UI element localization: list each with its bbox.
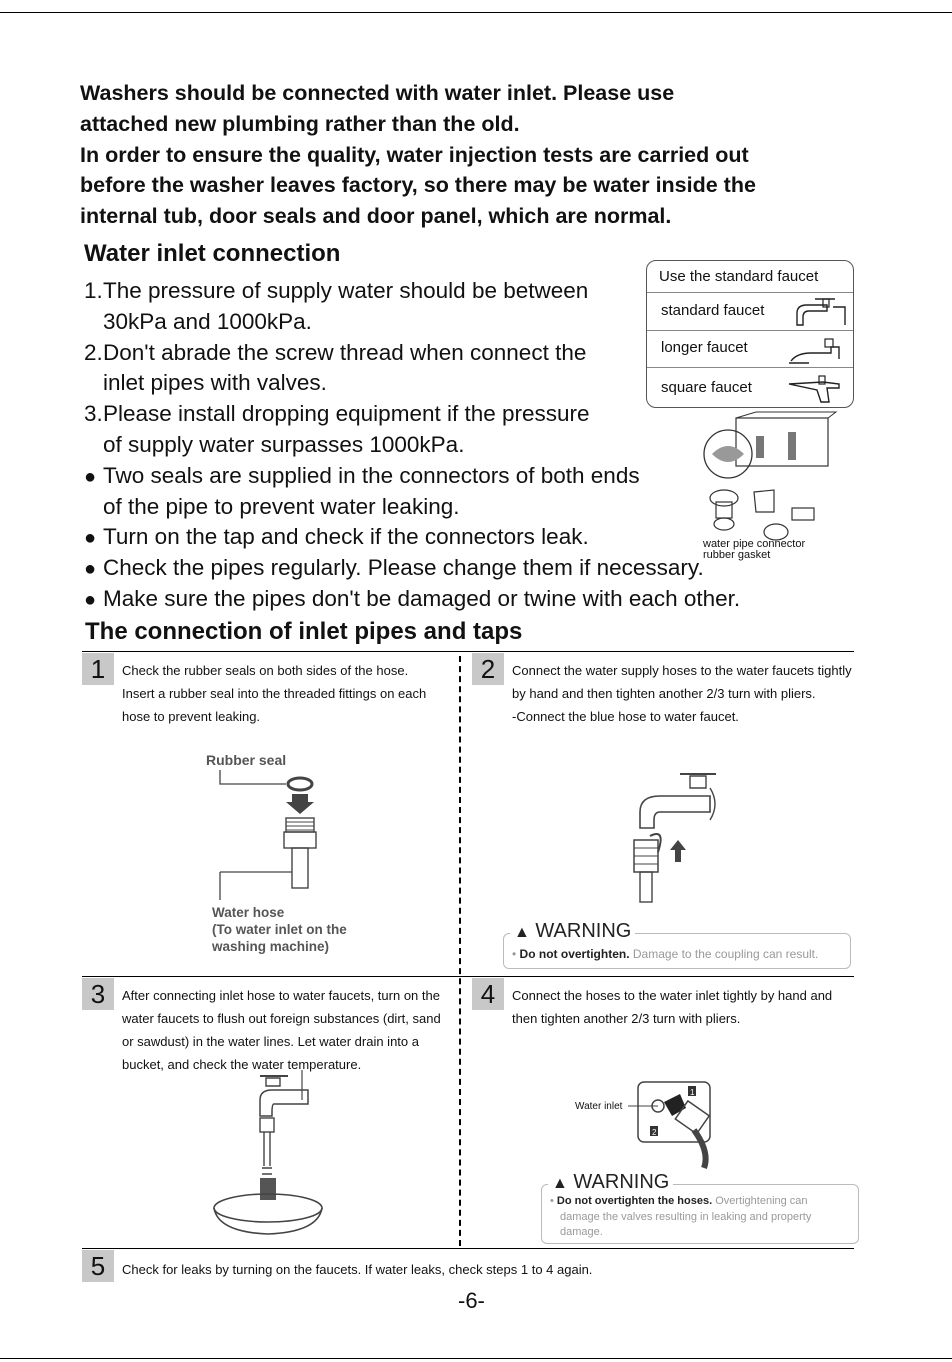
faucet-bucket-illustration <box>208 1066 338 1236</box>
section-title-water-inlet: Water inlet connection <box>84 240 341 267</box>
square-faucet-icon <box>787 372 847 406</box>
intro-line: Washers should be connected with water inlet. Please use <box>80 81 675 105</box>
row-divider <box>82 976 854 977</box>
bullet-item: ● Turn on the tap and check if the connectors leak. <box>84 524 589 550</box>
intro-line: internal tub, door seals and door panel, which are normal. <box>80 204 672 229</box>
intro-line: before the washer leaves factory, so there may be water inside the <box>80 173 756 198</box>
bullet-item: ● Make sure the pipes don't be damaged or twine with each other. <box>84 585 741 611</box>
standard-faucet-icon <box>793 295 853 329</box>
warning-icon: ▲ <box>514 924 530 941</box>
faucet-row-square: square faucet <box>647 367 853 408</box>
water-inlet-illustration <box>624 1072 724 1172</box>
warning-body: • Do not overtighten. Damage to the coupling can result. <box>512 947 819 961</box>
column-divider <box>459 656 461 1246</box>
step-number-box: 2 <box>472 653 504 685</box>
faucet-table <box>646 260 854 408</box>
warning-box-1 <box>503 920 851 969</box>
step-number-box: 3 <box>82 978 114 1010</box>
water-inlet-label: Water inlet <box>575 1101 623 1112</box>
step-2-text: Connect the water supply hoses to the water faucets tightly by hand and then tighten another 2/3 turn with pliers. -Connect the blue hose to water faucet. <box>512 663 852 724</box>
warning-icon: ▲ <box>552 1175 568 1192</box>
bottom-rule <box>0 1358 952 1359</box>
connector-illustration <box>696 412 836 552</box>
section-rule <box>82 651 854 652</box>
step-3-text: After connecting inlet hose to water faucets, turn on the water faucets to flush out foreign substances (dirt, sand or sawdust) in the water lines. Let water drain into a bucket, and check the water temperature. <box>122 988 441 1072</box>
step-1-text: Check the rubber seals on both sides of the hose. Insert a rubber seal into the threaded fittings on each hose to prevent leaking. <box>122 663 427 724</box>
connector-label-pipe: water pipe connector <box>703 538 806 550</box>
faucet-row-longer: longer faucet <box>647 330 853 367</box>
bullet-item: ● Two seals are supplied in the connectors of both ends of the pipe to prevent water leaking. <box>84 462 640 519</box>
row-divider <box>82 1248 854 1249</box>
faucet-hose-illustration <box>620 768 740 908</box>
step-4-text: Connect the hoses to the water inlet tightly by hand and then tighten another 2/3 turn with pliers. <box>512 988 833 1026</box>
step-5-text: Check for leaks by turning on the faucets. If water leaks, check steps 1 to 4 again. <box>122 1262 593 1277</box>
section-title-inlet-pipes: The connection of inlet pipes and taps <box>85 618 523 645</box>
intro-paragraph <box>80 78 900 232</box>
intro-line: In order to ensure the quality, water injection tests are carried out <box>80 142 749 167</box>
longer-faucet-icon <box>787 333 847 367</box>
rubber-seal-label: Rubber seal <box>206 752 287 768</box>
list-item: 1. The pressure of supply water should be between 30kPa and 1000kPa. <box>84 278 589 334</box>
faucet-table-header: Use the standard faucet <box>659 268 819 285</box>
warning-box-2 <box>541 1171 859 1244</box>
step-number-box: 5 <box>82 1250 114 1282</box>
top-rule <box>0 12 952 13</box>
bullet-item: ● Check the pipes regularly. Please change them if necessary. <box>84 555 704 581</box>
connector-label-gasket: rubber gasket <box>703 549 771 561</box>
step-number-box: 4 <box>472 978 504 1010</box>
list-item: 2. Don't abrade the screw thread when connect the inlet pipes with valves. <box>84 339 587 396</box>
warning-title: ▲ WARNING <box>548 1171 673 1194</box>
inlet-mark-2: 2 <box>652 1128 657 1137</box>
intro-line: attached new plumbing rather than the old. <box>80 111 520 136</box>
faucet-row-standard: standard faucet <box>647 292 853 330</box>
warning-body: • Do not overtighten the hoses. Overtightening can damage the valves resulting in leaking and property damage. <box>550 1195 812 1238</box>
water-hose-label: Water hose (To water inlet on the washing machine) <box>212 905 347 954</box>
warning-title: ▲ WARNING <box>510 920 635 943</box>
inlet-mark-1: 1 <box>690 1088 695 1097</box>
page-number: -6- <box>458 1288 485 1313</box>
step-number-box: 1 <box>82 653 114 685</box>
list-item: 3. Please install dropping equipment if the pressure of supply water surpasses 1000kPa. <box>84 401 590 457</box>
